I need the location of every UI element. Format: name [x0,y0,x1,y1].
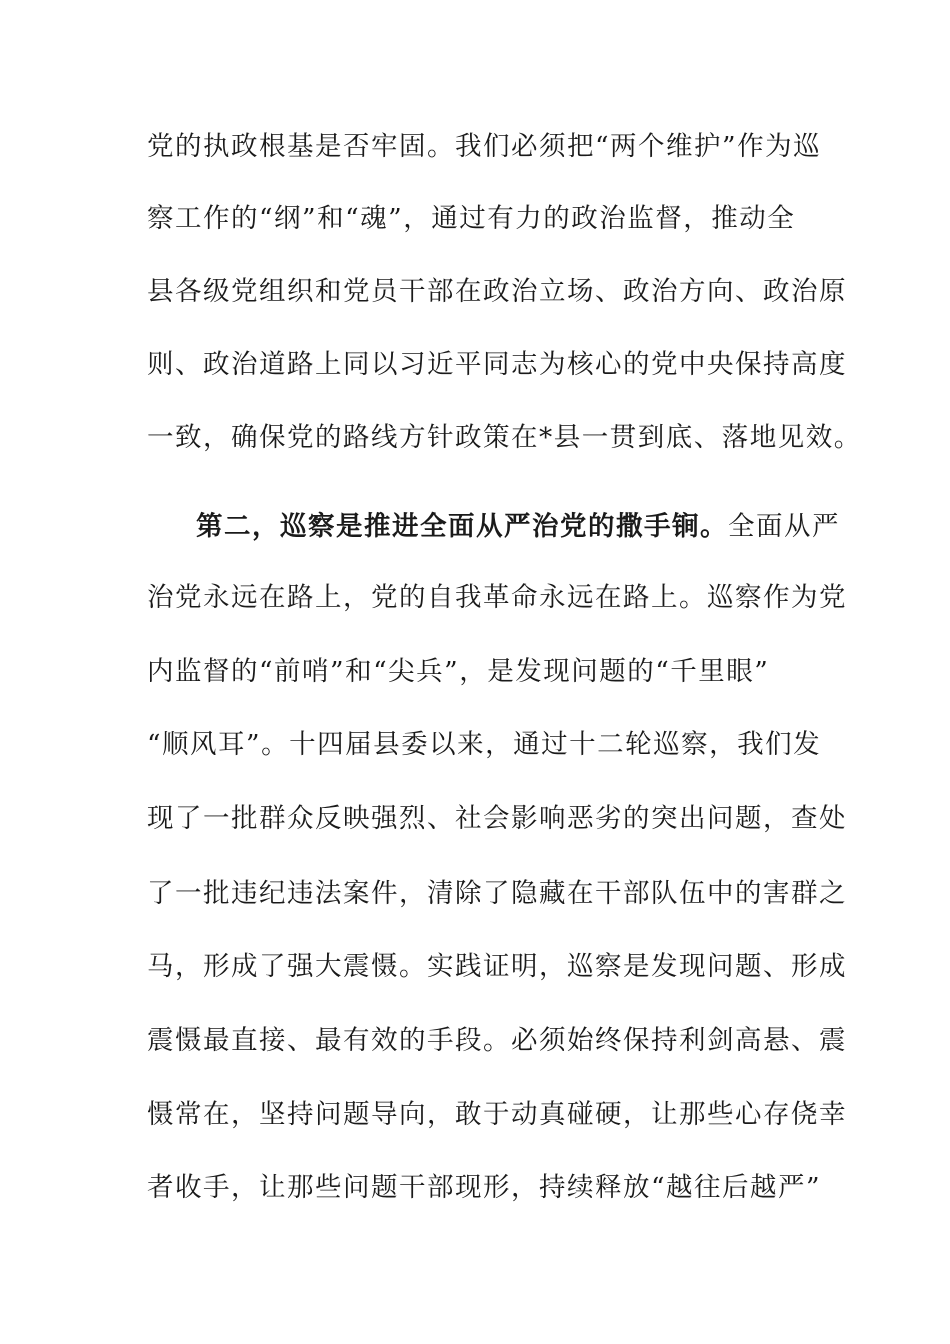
body-line-10: 了一批违纪违法案件，清除了隐藏在干部队伍中的害群之 [147,878,847,909]
body-line-2: 察工作的“纲”和“魂”，通过有力的政治监督，推动全 [147,203,796,234]
body-line-14: 者收手，让那些问题干部现形，持续释放“越往后越严” [147,1172,822,1203]
body-line-5: 一致，确保党的路线方针政策在*县一贯到底、落地见效。 [147,422,862,453]
body-line-12: 震慑最直接、最有效的手段。必须始终保持利剑高悬、震 [147,1025,847,1056]
section-heading-continuation: 全面从严 [728,511,840,542]
body-line-11: 马，形成了强大震慑。实践证明，巡察是发现问题、形成 [147,951,847,982]
body-line-6: 治党永远在路上，党的自我革命永远在路上。巡察作为党 [147,582,847,613]
body-line-3: 县各级党组织和党员干部在政治立场、政治方向、政治原 [147,276,847,307]
paragraph-2-first-line [196,510,840,544]
body-line-8: “顺风耳”。十四届县委以来，通过十二轮巡察，我们发 [147,729,822,760]
body-line-1: 党的执政根基是否牢固。我们必须把“两个维护”作为巡 [147,131,822,162]
section-heading: 第二，巡察是推进全面从严治党的撒手锏。 [196,511,728,542]
body-line-7: 内监督的“前哨”和“尖兵”，是发现问题的“千里眼” [147,656,770,687]
body-line-4: 则、政治道路上同以习近平同志为核心的党中央保持高度 [147,349,847,380]
body-line-9: 现了一批群众反映强烈、社会影响恶劣的突出问题，查处 [147,803,847,834]
body-line-13: 慑常在，坚持问题导向，敢于动真碰硬，让那些心存侥幸 [147,1099,847,1130]
